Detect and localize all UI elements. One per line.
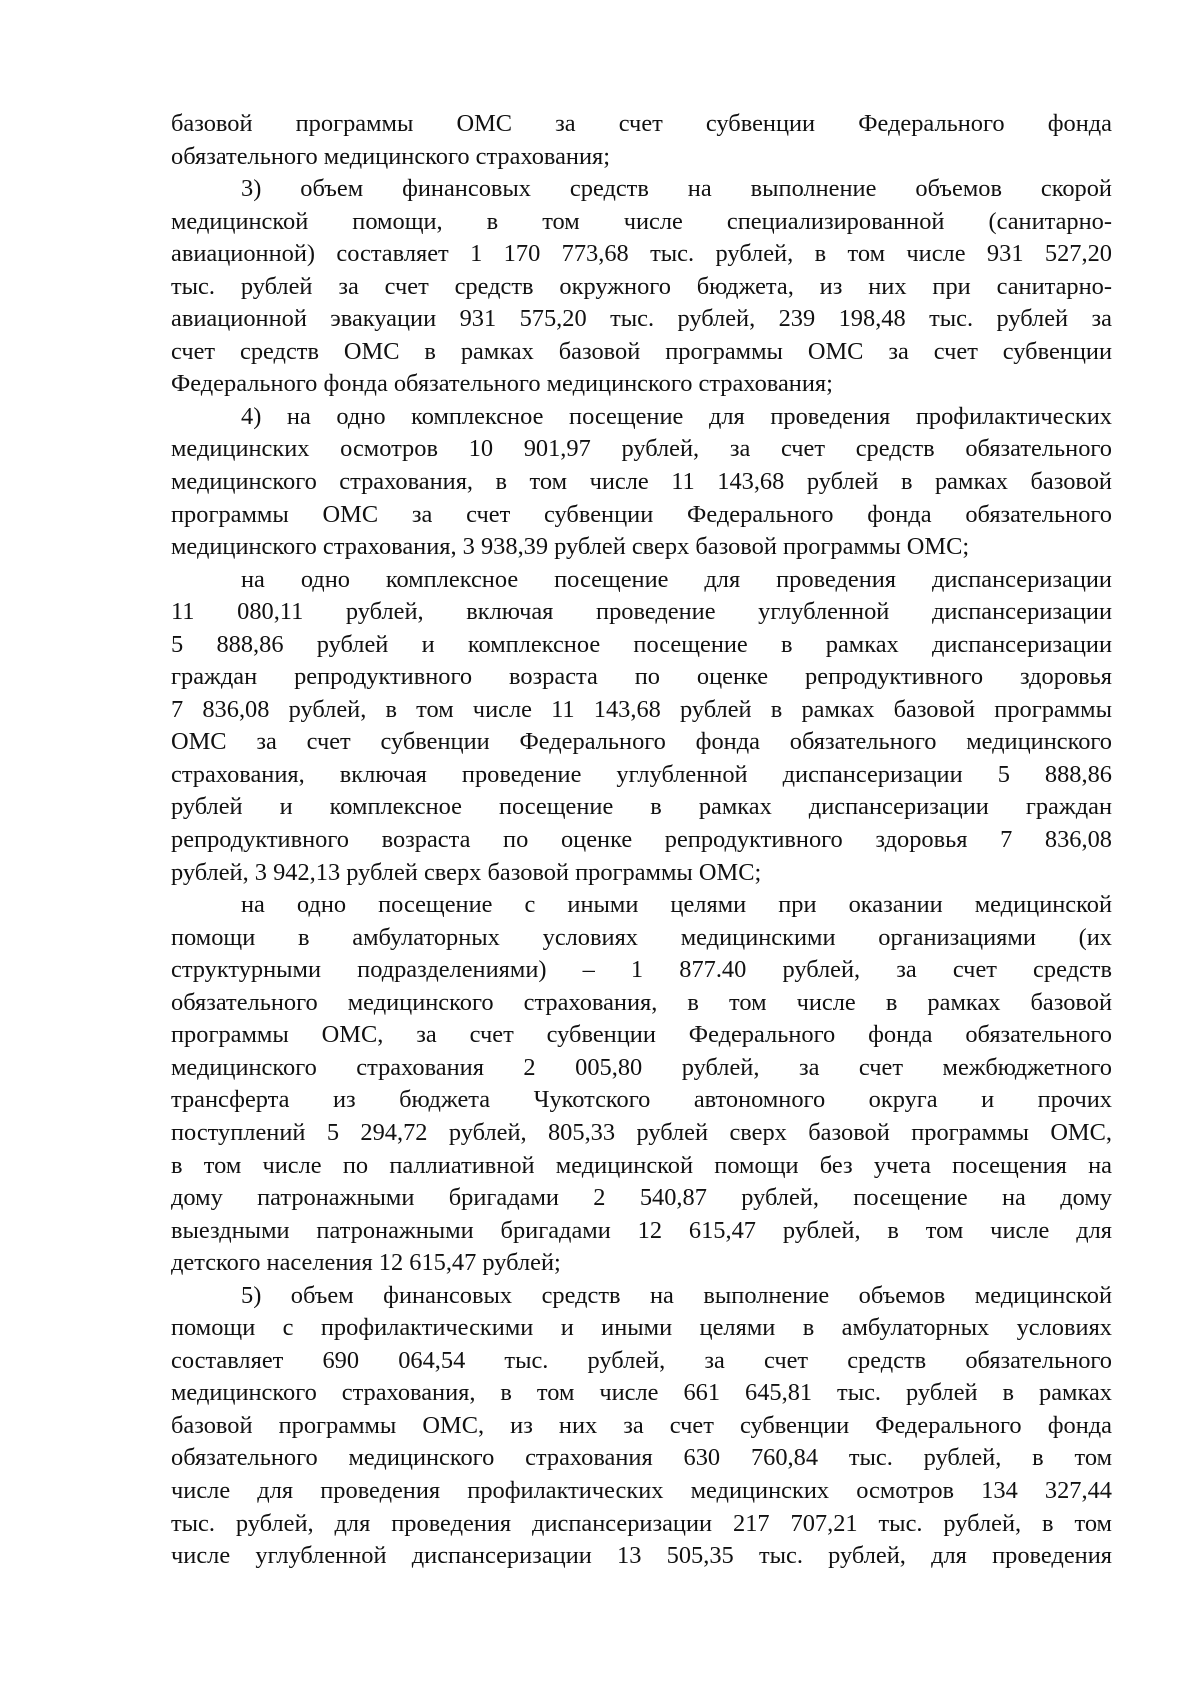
text-line: выездными патронажными бригадами 12 615,47 рублей, в том числе для: [171, 1216, 1112, 1244]
text-line: репродуктивного возраста по оценке репродуктивного здоровья 7 836,08: [171, 826, 1112, 854]
text-line: программы ОМС за счет субвенции Федерального фонда обязательного: [171, 500, 1112, 528]
text-line: тыс. рублей за счет средств окружного бюджета, из них при санитарно-: [171, 272, 1112, 300]
paragraph: [171, 173, 1112, 401]
text-line: базовой программы ОМС за счет субвенции Федерального фонда: [171, 110, 1112, 137]
text-line: медицинского страхования 2 005,80 рублей, за счет межбюджетного: [171, 1053, 1112, 1081]
text-line: помощи с профилактическими и иными целями в амбулаторных условиях: [171, 1314, 1112, 1342]
text-line: 7 836,08 рублей, в том числе 11 143,68 рублей в рамках базовой программы: [171, 695, 1112, 723]
text-line: обязательного медицинского страхования;: [171, 142, 611, 170]
text-line: на одно посещение с иными целями при оказании медицинской: [241, 891, 1112, 919]
paragraph: [171, 564, 1112, 889]
text-line: структурными подразделениями) – 1 877.40 рублей, за счет средств: [171, 956, 1112, 984]
text-line: медицинского страхования, в том числе 11 143,68 рублей в рамках базовой: [171, 468, 1112, 496]
text-line: медицинских осмотров 10 901,97 рублей, за счет средств обязательного: [171, 435, 1112, 463]
text-line: в том числе по паллиативной медицинской помощи без учета посещения на: [171, 1151, 1112, 1179]
text-line: ОМС за счет субвенции Федерального фонда обязательного медицинского: [171, 728, 1112, 756]
text-line: трансферта из бюджета Чукотского автономного округа и прочих: [171, 1086, 1112, 1114]
paragraph: [171, 889, 1112, 1280]
paragraph: [171, 401, 1112, 564]
text-line: поступлений 5 294,72 рублей, 805,33 рублей сверх базовой программы ОМС,: [171, 1118, 1112, 1146]
text-line: дому патронажными бригадами 2 540,87 рублей, посещение на дому: [171, 1184, 1112, 1212]
text-line: медицинского страхования, в том числе 661 645,81 тыс. рублей в рамках: [171, 1379, 1112, 1407]
text-line: страхования, включая проведение углубленной диспансеризации 5 888,86: [171, 760, 1112, 788]
text-line: обязательного медицинского страхования 630 760,84 тыс. рублей, в том: [171, 1444, 1112, 1472]
text-line: 11 080,11 рублей, включая проведение углубленной диспансеризации: [171, 598, 1112, 626]
text-line: авиационной эвакуации 931 575,20 тыс. рублей, 239 198,48 тыс. рублей за: [171, 305, 1112, 333]
text-line: тыс. рублей, для проведения диспансеризации 217 707,21 тыс. рублей, в том: [171, 1509, 1112, 1537]
text-line: 5) объем финансовых средств на выполнение объемов медицинской: [241, 1281, 1112, 1309]
text-line: авиационной) составляет 1 170 773,68 тыс. рублей, в том числе 931 527,20: [171, 240, 1112, 268]
text-line: рублей и комплексное посещение в рамках диспансеризации граждан: [171, 793, 1112, 821]
text-line: обязательного медицинского страхования, в том числе в рамках базовой: [171, 988, 1112, 1016]
text-line: 3) объем финансовых средств на выполнение объемов скорой: [241, 175, 1112, 203]
paragraph: [171, 108, 1112, 173]
text-line: счет средств ОМС в рамках базовой программы ОМС за счет субвенции: [171, 337, 1112, 365]
text-line: составляет 690 064,54 тыс. рублей, за счет средств обязательного: [171, 1346, 1112, 1374]
text-line: Федерального фонда обязательного медицинского страхования;: [171, 370, 833, 398]
text-line: 4) на одно комплексное посещение для проведения профилактических: [241, 402, 1112, 430]
document-body: [171, 108, 1112, 1573]
text-line: базовой программы ОМС, из них за счет субвенции Федерального фонда: [171, 1411, 1112, 1439]
text-line: граждан репродуктивного возраста по оценке репродуктивного здоровья: [171, 663, 1112, 691]
paragraph: [171, 1280, 1112, 1573]
text-line: на одно комплексное посещение для проведения диспансеризации: [241, 565, 1112, 593]
text-line: медицинской помощи, в том числе специализированной (санитарно-: [171, 207, 1112, 235]
text-line: программы ОМС, за счет субвенции Федерального фонда обязательного: [171, 1021, 1112, 1049]
text-line: медицинского страхования, 3 938,39 рублей сверх базовой программы ОМС;: [171, 533, 970, 561]
text-line: рублей, 3 942,13 рублей сверх базовой программы ОМС;: [171, 858, 762, 886]
text-line: детского населения 12 615,47 рублей;: [171, 1249, 561, 1277]
text-line: числе для проведения профилактических медицинских осмотров 134 327,44: [171, 1476, 1112, 1504]
text-line: числе углубленной диспансеризации 13 505,35 тыс. рублей, для проведения: [171, 1542, 1112, 1570]
text-line: 5 888,86 рублей и комплексное посещение в рамках диспансеризации: [171, 630, 1112, 658]
text-line: помощи в амбулаторных условиях медицинскими организациями (их: [171, 923, 1112, 951]
